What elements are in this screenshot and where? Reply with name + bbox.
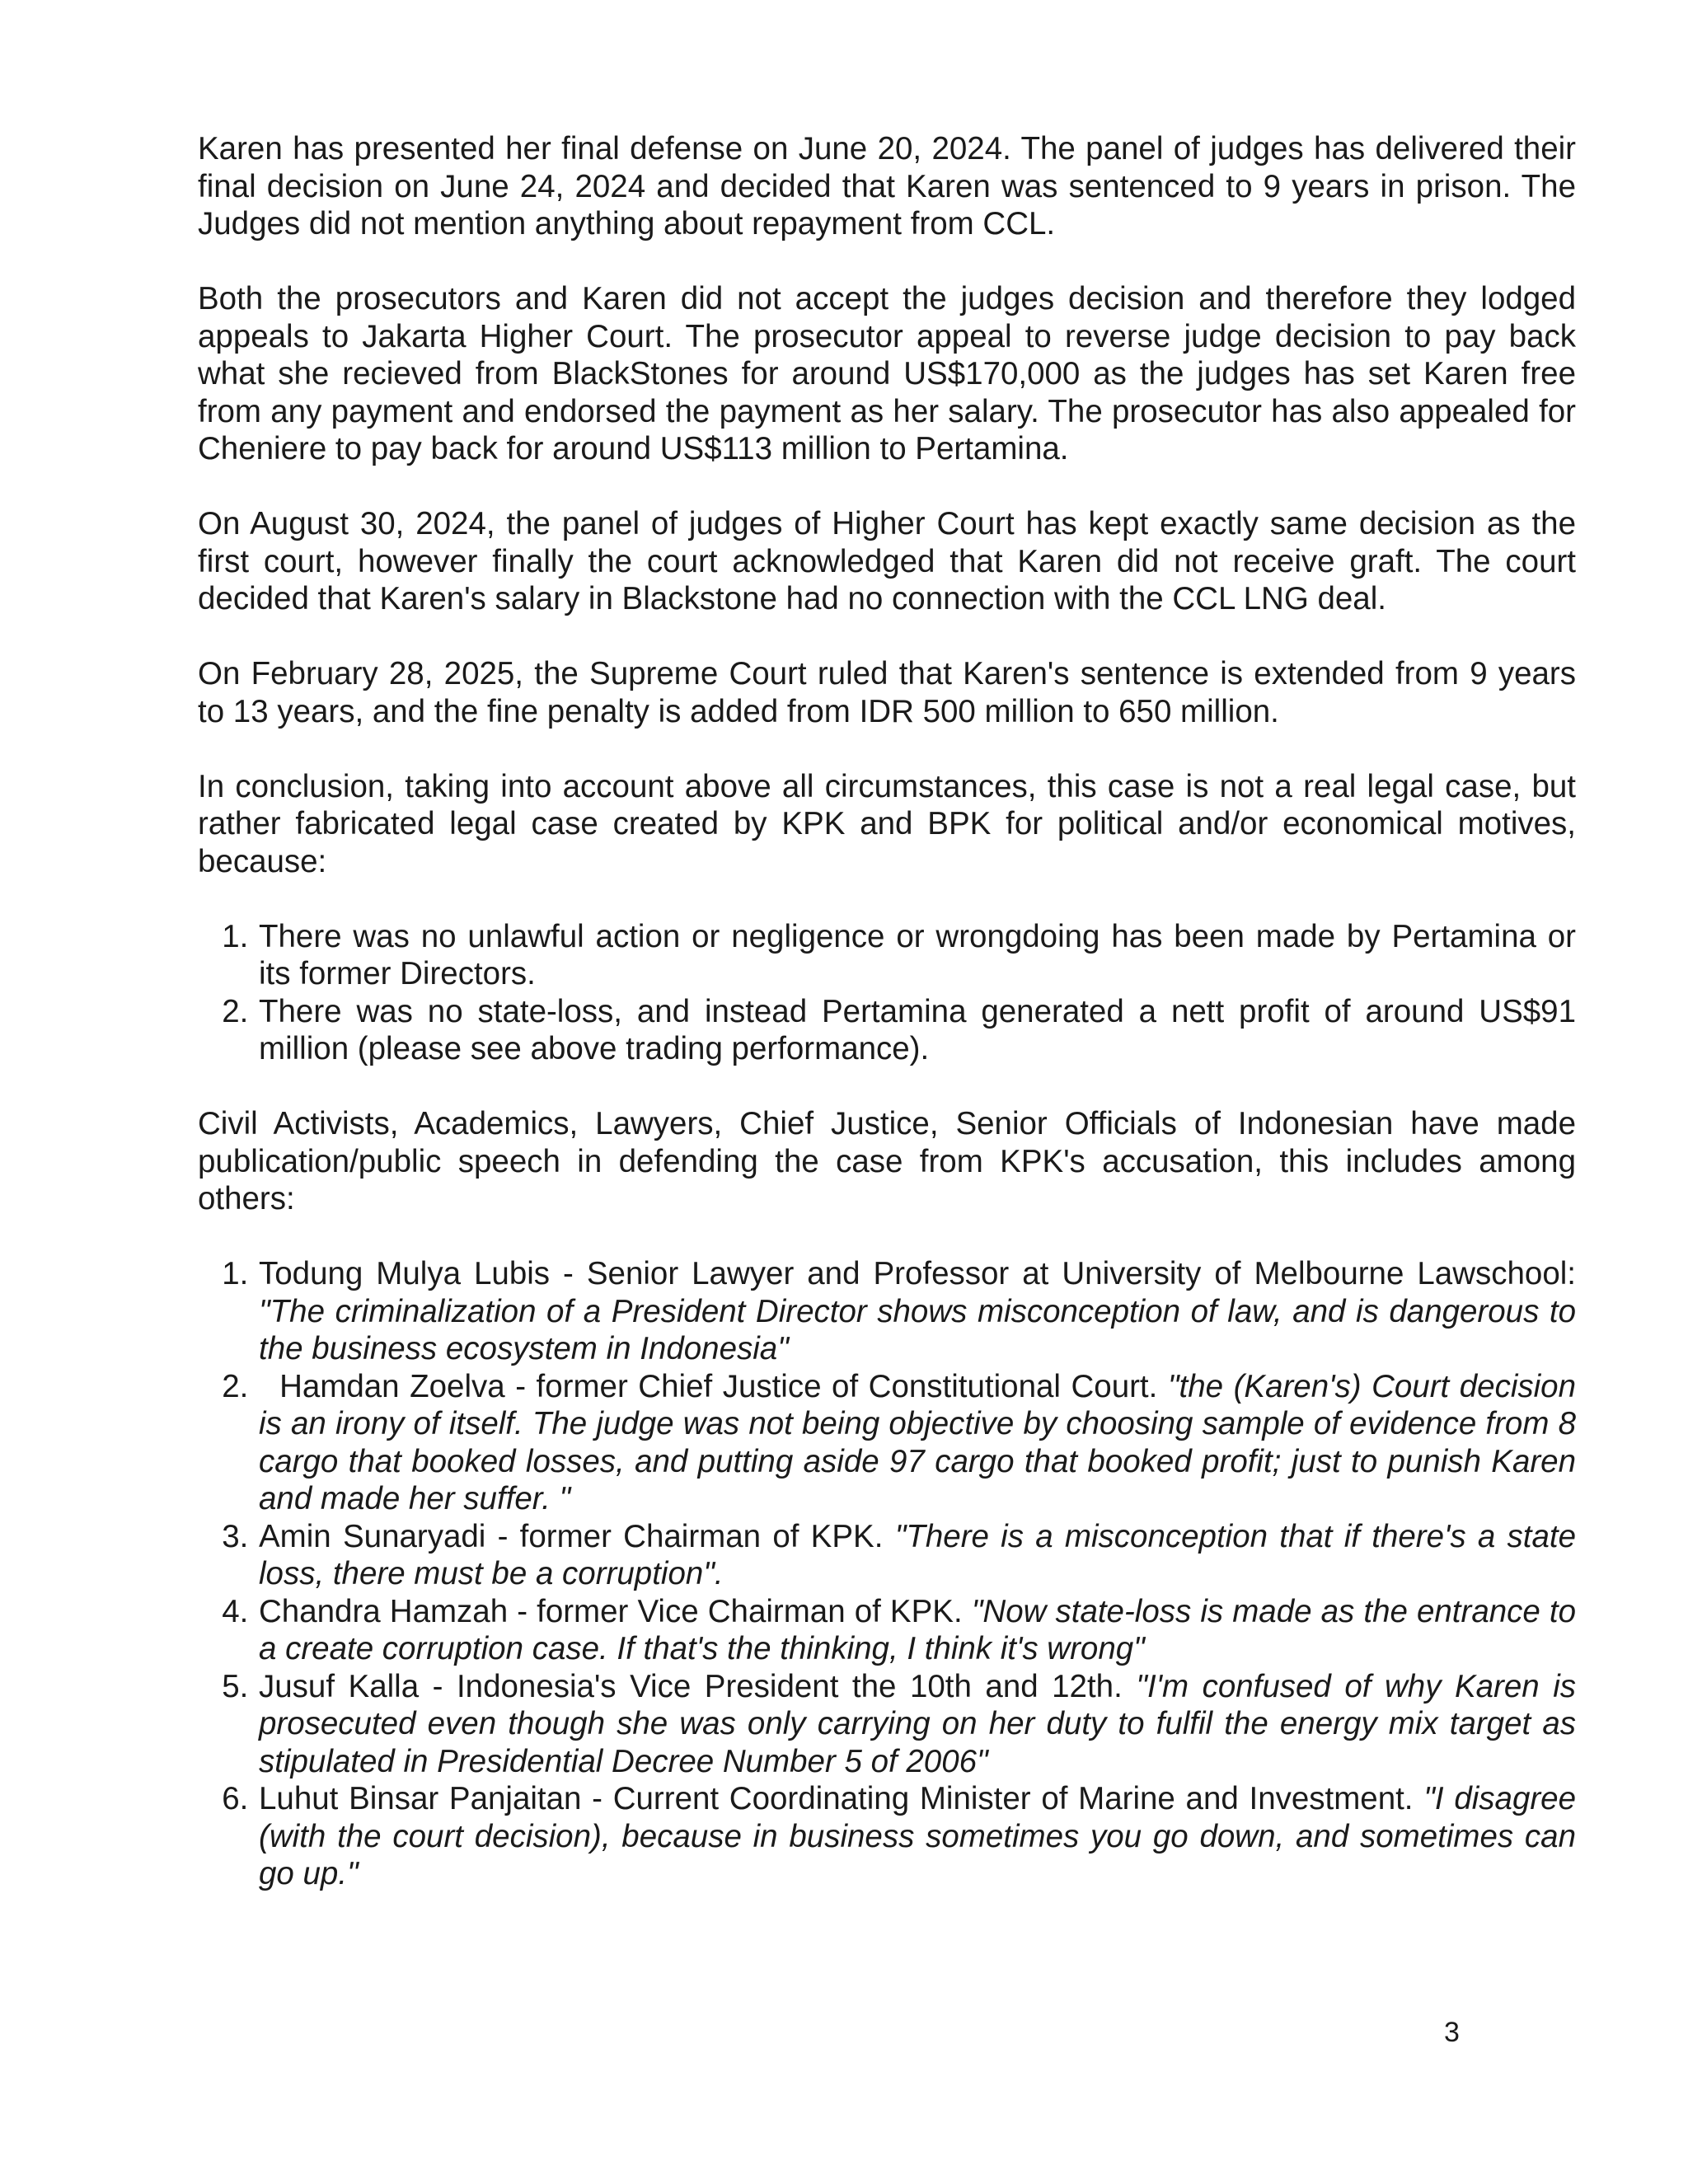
document-page xyxy=(198,130,1576,1930)
paragraph-higher-court: On August 30, 2024, the panel of judges of Higher Court has kept exactly same decision as the first court, however finally the court acknowledged that Karen did not receive graft. The court decided that Karen's salary in Blackstone had no connection with the CCL LNG deal. xyxy=(198,506,1576,616)
paragraph-public-defense: Civil Activists, Academics, Lawyers, Chief Justice, Senior Officials of Indonesian have made publication/public speech in defending the case from KPK's accusation, this includes among others: xyxy=(198,1106,1576,1216)
speaker: Amin Sunaryadi - former Chairman of KPK. xyxy=(259,1518,895,1554)
list-item: 1. There was no unlawful action or negligence or wrongdoing has been made by Pertamina or its former Directors. xyxy=(257,918,1576,993)
list-item xyxy=(257,1668,1576,1781)
speaker: Jusuf Kalla - Indonesia's Vice President the 10th and 12th. xyxy=(259,1668,1137,1704)
list-item xyxy=(257,1255,1576,1368)
quote: "There is a misconception that if there's a state loss, there must be a corruption". xyxy=(259,1518,1577,1591)
speaker: Chandra Hamzah - former Vice Chairman of KPK. xyxy=(259,1593,972,1629)
conclusion-list xyxy=(198,918,1576,1068)
quote: "The criminalization of a President Director shows misconception of law, and is dangerous to the business ecosystem in Indonesia" xyxy=(259,1293,1576,1366)
speaker: Luhut Binsar Panjaitan - Current Coordinating Minister of Marine and Investment. xyxy=(259,1781,1424,1816)
list-item xyxy=(257,1518,1576,1593)
paragraph-conclusion: In conclusion, taking into account above all circumstances, this case is not a real legal case, but rather fabricated legal case created by KPK and BPK for political and/or economical motives, because: xyxy=(198,768,1576,879)
speaker: Todung Mulya Lubis - Senior Lawyer and Professor at University of Melbourne Lawschool: xyxy=(259,1256,1576,1291)
quote: "the (Karen's) Court decision is an irony of itself. The judge was not being objective by choosing sample of evidence from 8 cargo that booked losses, and putting aside 97 cargo that booked profit; just to punish Karen and made her suffer. " xyxy=(259,1368,1577,1516)
list-item xyxy=(257,1593,1576,1668)
list-item: 2. There was no state-loss, and instead Pertamina generated a nett profit of around US$91 million (please see above trading performance). xyxy=(257,993,1576,1068)
paragraph-appeals: Both the prosecutors and Karen did not accept the judges decision and therefore they lodged appeals to Jakarta Higher Court. The prosecutor appeal to reverse judge decision to pay back what she recieved from BlackStones for around US$170,000 as the judges has set Karen free from any payment and endorsed the payment as her salary. The prosecutor has also appealed for Cheniere to pay back for around US$113 million to Pertamina. xyxy=(198,281,1576,466)
quote: "I'm confused of why Karen is prosecuted even though she was only carrying on her duty to fulfil the energy mix target as stipulated in Presidential Decree Number 5 of 2006" xyxy=(259,1668,1577,1779)
list-item xyxy=(257,1780,1576,1893)
quotes-list xyxy=(198,1255,1576,1893)
paragraph-final-defense: Karen has presented her final defense on June 20, 2024. The panel of judges has delivered their final decision on June 24, 2024 and decided that Karen was sentenced to 9 years in prison. The Judges did not mention anything about repayment from CCL. xyxy=(198,131,1576,241)
speaker: Hamdan Zoelva - former Chief Justice of Constitutional Court. xyxy=(259,1368,1168,1404)
paragraph-supreme-court: On February 28, 2025, the Supreme Court ruled that Karen's sentence is extended from 9 years to 13 years, and the fine penalty is added from IDR 500 million to 650 million. xyxy=(198,656,1576,729)
page-number: 3 xyxy=(1444,2017,1460,2048)
quote: "Now state-loss is made as the entrance to a create corruption case. If that's the thinking, I think it's wrong" xyxy=(259,1593,1577,1666)
quote: "I disagree (with the court decision), because in business sometimes you go down, and sometimes can go up." xyxy=(259,1781,1577,1891)
list-item xyxy=(257,1368,1576,1518)
